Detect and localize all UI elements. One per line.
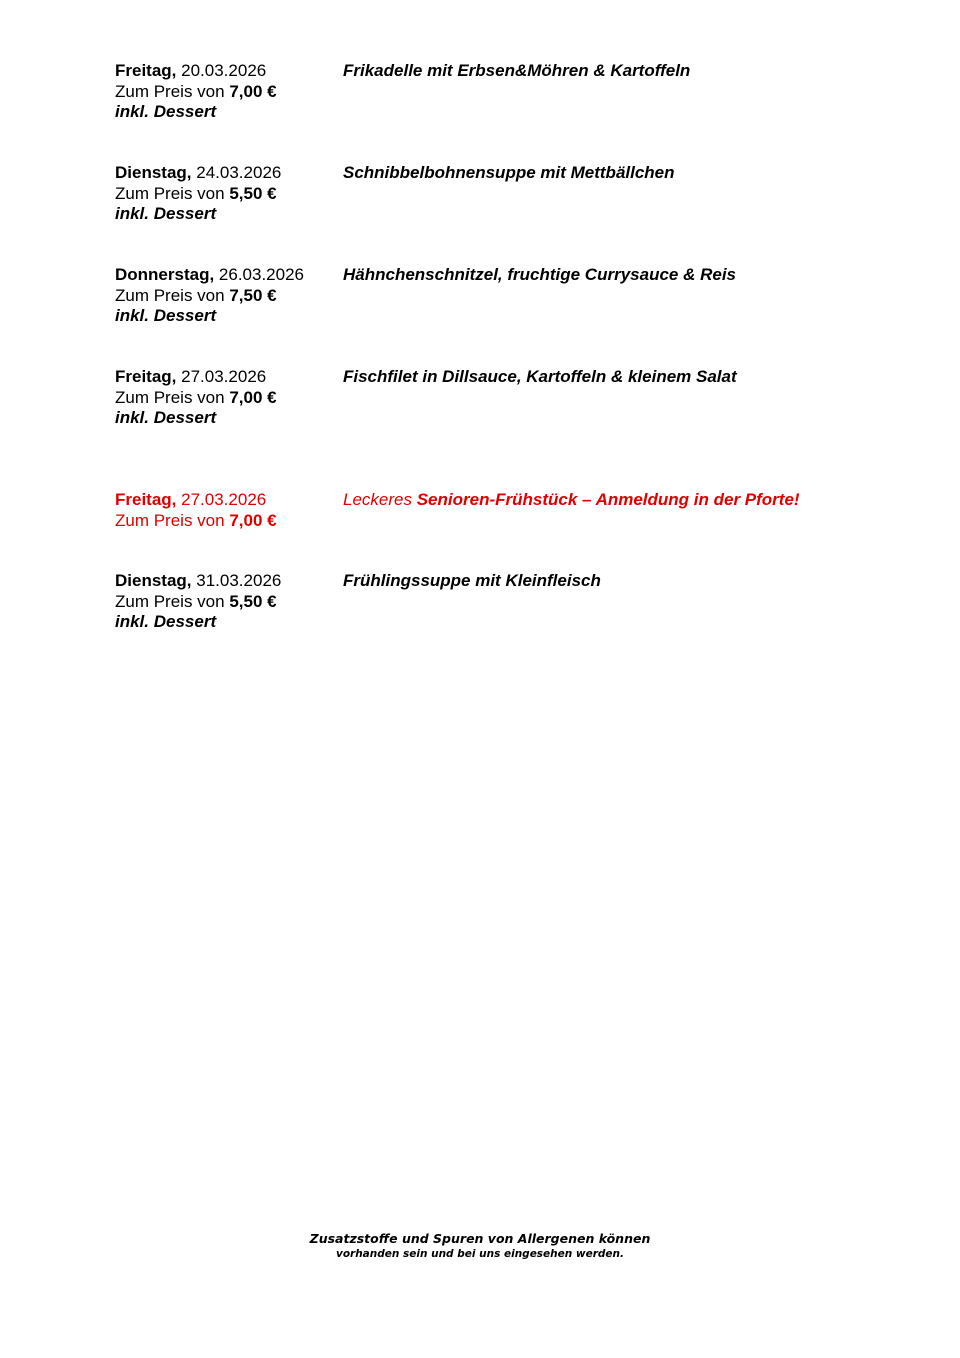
price-prefix: Zum Preis von — [115, 510, 225, 530]
price-prefix: Zum Preis von — [115, 387, 225, 407]
entry-day: Donnerstag, — [115, 265, 215, 284]
price-prefix: Zum Preis von — [115, 285, 225, 305]
allergen-notice-line-1: Zusatzstoffe und Spuren von Allergenen können — [309, 1231, 651, 1246]
entry-day: Freitag, — [115, 61, 177, 80]
entry-dessert: inkl. Dessert — [115, 612, 217, 631]
entry-dessert: inkl. Dessert — [115, 306, 217, 325]
entry-date: 24.03.2026 — [196, 163, 282, 182]
allergen-notice — [0, 1231, 960, 1261]
entry-price: 7,00 € — [229, 387, 277, 407]
entry-dish: Frikadelle mit Erbsen&Möhren & Kartoffeln — [343, 61, 691, 80]
price-prefix: Zum Preis von — [115, 81, 225, 101]
allergen-notice-line-2: vorhanden sein und bei uns eingesehen werden. — [335, 1248, 625, 1260]
entry-date: 27.03.2026 — [181, 367, 267, 386]
entry-dessert: inkl. Dessert — [115, 102, 217, 121]
entry-price: 7,00 € — [229, 510, 277, 530]
entry-date: 31.03.2026 — [196, 571, 282, 590]
entry-date: 27.03.2026 — [181, 490, 267, 509]
entry-details — [115, 490, 343, 531]
price-prefix: Zum Preis von — [115, 183, 225, 203]
entry-date: 20.03.2026 — [181, 61, 267, 80]
entry-dish: Frühlingssuppe mit Kleinfleisch — [343, 571, 601, 590]
entry-dish: Schnibbelbohnensuppe mit Mettbällchen — [343, 163, 675, 182]
dish-prefix: Leckeres — [343, 490, 412, 509]
entry-details — [115, 265, 343, 327]
entry-dessert: inkl. Dessert — [115, 204, 217, 223]
entry-date: 26.03.2026 — [218, 265, 305, 284]
entry-details — [115, 571, 343, 633]
entry-dessert: inkl. Dessert — [115, 408, 217, 427]
entry-dish — [343, 490, 903, 511]
entry-details — [115, 367, 343, 429]
entry-price: 7,00 € — [229, 81, 277, 101]
entry-price: 5,50 € — [229, 591, 277, 611]
entry-dish: Hähnchenschnitzel, fruchtige Currysauce & Reis — [343, 265, 736, 284]
entry-details — [115, 163, 343, 225]
entry-day: Freitag, — [115, 367, 177, 386]
dish-name: Senioren-Frühstück – Anmeldung in der Pforte! — [416, 490, 800, 509]
entry-dish: Fischfilet in Dillsauce, Kartoffeln & kleinem Salat — [343, 367, 737, 386]
entry-price: 5,50 € — [229, 183, 277, 203]
entry-day: Dienstag, — [115, 163, 192, 182]
price-prefix: Zum Preis von — [115, 591, 225, 611]
entry-day: Freitag, — [115, 490, 177, 509]
entry-details — [115, 61, 343, 123]
entry-price: 7,50 € — [229, 285, 277, 305]
entry-day: Dienstag, — [115, 571, 192, 590]
